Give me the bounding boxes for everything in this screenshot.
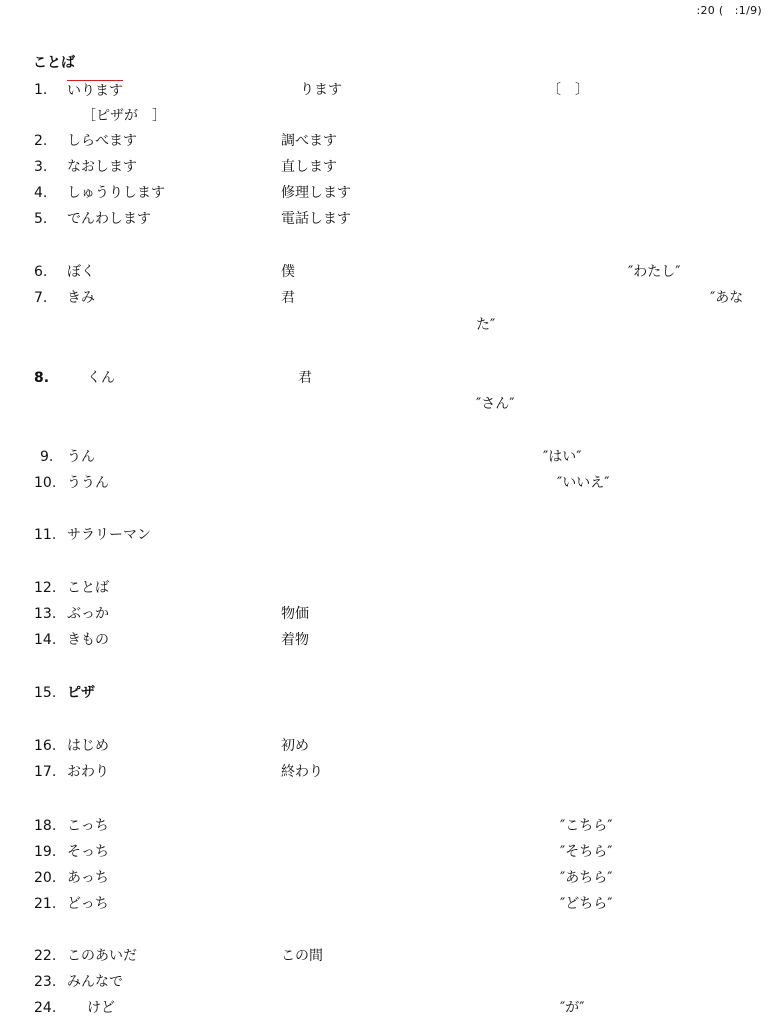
- item-number: 11.: [34, 527, 57, 543]
- item-kanji: 君: [281, 290, 295, 306]
- vocab-row-19: [0, 842, 768, 866]
- vocab-row-12: [0, 578, 768, 602]
- item-word: なおします: [67, 159, 137, 175]
- item-kanji: 着物: [281, 632, 309, 648]
- item-number: 7.: [34, 290, 48, 306]
- vocab-row-17: [0, 762, 768, 786]
- item-note: ″が″: [560, 1000, 585, 1016]
- item-kanji: 終わり: [281, 764, 323, 780]
- item-word: どっち: [67, 896, 109, 912]
- item-number: 17.: [34, 764, 57, 780]
- page-header: :20 ( :1/9): [696, 4, 762, 17]
- vocab-row-11: [0, 525, 768, 549]
- item-note: た″: [476, 317, 496, 333]
- item-kanji: 物価: [281, 606, 309, 622]
- item-note: ″いいえ″: [557, 475, 610, 491]
- item-word: くん: [87, 370, 115, 386]
- item-number: 13.: [34, 606, 57, 622]
- item-note: ″あな: [710, 290, 744, 306]
- vocab-row-8: [0, 368, 768, 392]
- item-number: 3.: [34, 159, 48, 175]
- item-number: 19.: [34, 844, 57, 860]
- item-note: ″はい″: [543, 449, 582, 465]
- item-number: 21.: [34, 896, 57, 912]
- item-number: 16.: [34, 738, 57, 754]
- item-kanji: 調べます: [281, 133, 337, 149]
- item-word: ぼく: [67, 264, 95, 280]
- vocab-row-15: [0, 683, 768, 707]
- vocab-row-20: [0, 868, 768, 892]
- item-word: ううん: [67, 475, 109, 491]
- vocab-row-24: [0, 998, 768, 1022]
- item-number: 18.: [34, 818, 57, 834]
- vocab-row-1-sub: [0, 106, 768, 130]
- item-kanji: 修理します: [281, 185, 351, 201]
- item-kanji: ります: [300, 82, 342, 98]
- item-number: 8.: [34, 370, 50, 386]
- item-number: 10.: [34, 475, 57, 491]
- item-number: 2.: [34, 133, 48, 149]
- item-word: このあいだ: [67, 948, 137, 964]
- vocab-row-5: [0, 209, 768, 233]
- item-kanji: 直します: [281, 159, 337, 175]
- item-number: 5.: [34, 211, 48, 227]
- vocab-row-7: [0, 288, 768, 312]
- item-word: いります: [67, 80, 123, 101]
- item-word: ［ピザが ］: [82, 108, 166, 124]
- vocab-row-1: [0, 80, 768, 104]
- item-note: ″さん″: [476, 396, 515, 412]
- item-note: ″どちら″: [560, 896, 613, 912]
- item-word: でんわします: [67, 211, 151, 227]
- item-number: 24.: [34, 1000, 57, 1016]
- item-number: 22.: [34, 948, 57, 964]
- vocab-row-10: [0, 473, 768, 497]
- item-note: ″あちら″: [560, 870, 613, 886]
- item-number: 12.: [34, 580, 57, 596]
- item-kanji: 君: [298, 370, 312, 386]
- item-number: 15.: [34, 685, 57, 701]
- vocab-row-8-cont: [0, 394, 768, 418]
- item-word: おわり: [67, 764, 109, 780]
- vocab-row-7-cont: [0, 315, 768, 339]
- item-note: ″こちら″: [560, 818, 613, 834]
- item-word: きみ: [67, 290, 95, 306]
- item-word: しらべます: [67, 133, 137, 149]
- item-word: こっち: [67, 818, 109, 834]
- item-word: しゅうりします: [67, 185, 165, 201]
- vocab-row-13: [0, 604, 768, 628]
- vocab-row-18: [0, 816, 768, 840]
- item-number: 20.: [34, 870, 57, 886]
- vocab-row-4: [0, 183, 768, 207]
- item-kanji: 初め: [281, 738, 309, 754]
- item-word: はじめ: [67, 738, 109, 754]
- vocab-row-9: [0, 447, 768, 471]
- item-kanji: 電話します: [281, 211, 351, 227]
- item-word: うん: [67, 449, 95, 465]
- item-word: ピザ: [67, 685, 95, 701]
- item-word: きもの: [67, 632, 109, 648]
- item-number: 4.: [34, 185, 48, 201]
- item-number: 1.: [34, 82, 48, 98]
- vocab-row-22: [0, 946, 768, 970]
- item-word: ぶっか: [67, 606, 109, 622]
- vocab-row-2: [0, 131, 768, 155]
- item-note: ″そちら″: [560, 844, 613, 860]
- item-word: みんなで: [67, 974, 123, 990]
- item-note: 〔 〕: [547, 82, 589, 98]
- section-title: ことば: [33, 55, 75, 71]
- item-word: サラリーマン: [67, 527, 151, 543]
- vocab-row-3: [0, 157, 768, 181]
- item-kanji: 僕: [281, 264, 295, 280]
- vocab-row-6: [0, 262, 768, 286]
- vocab-row-16: [0, 736, 768, 760]
- item-number: 9.: [40, 449, 54, 465]
- item-word: そっち: [67, 844, 109, 860]
- item-word: けど: [87, 1000, 115, 1016]
- vocab-row-14: [0, 630, 768, 654]
- item-number: 14.: [34, 632, 57, 648]
- item-kanji: この間: [281, 948, 323, 964]
- item-word: ことば: [67, 580, 109, 596]
- item-word: あっち: [67, 870, 109, 886]
- item-note: ″わたし″: [628, 264, 681, 280]
- item-number: 23.: [34, 974, 57, 990]
- item-number: 6.: [34, 264, 48, 280]
- vocab-row-21: [0, 894, 768, 918]
- vocab-row-23: [0, 972, 768, 996]
